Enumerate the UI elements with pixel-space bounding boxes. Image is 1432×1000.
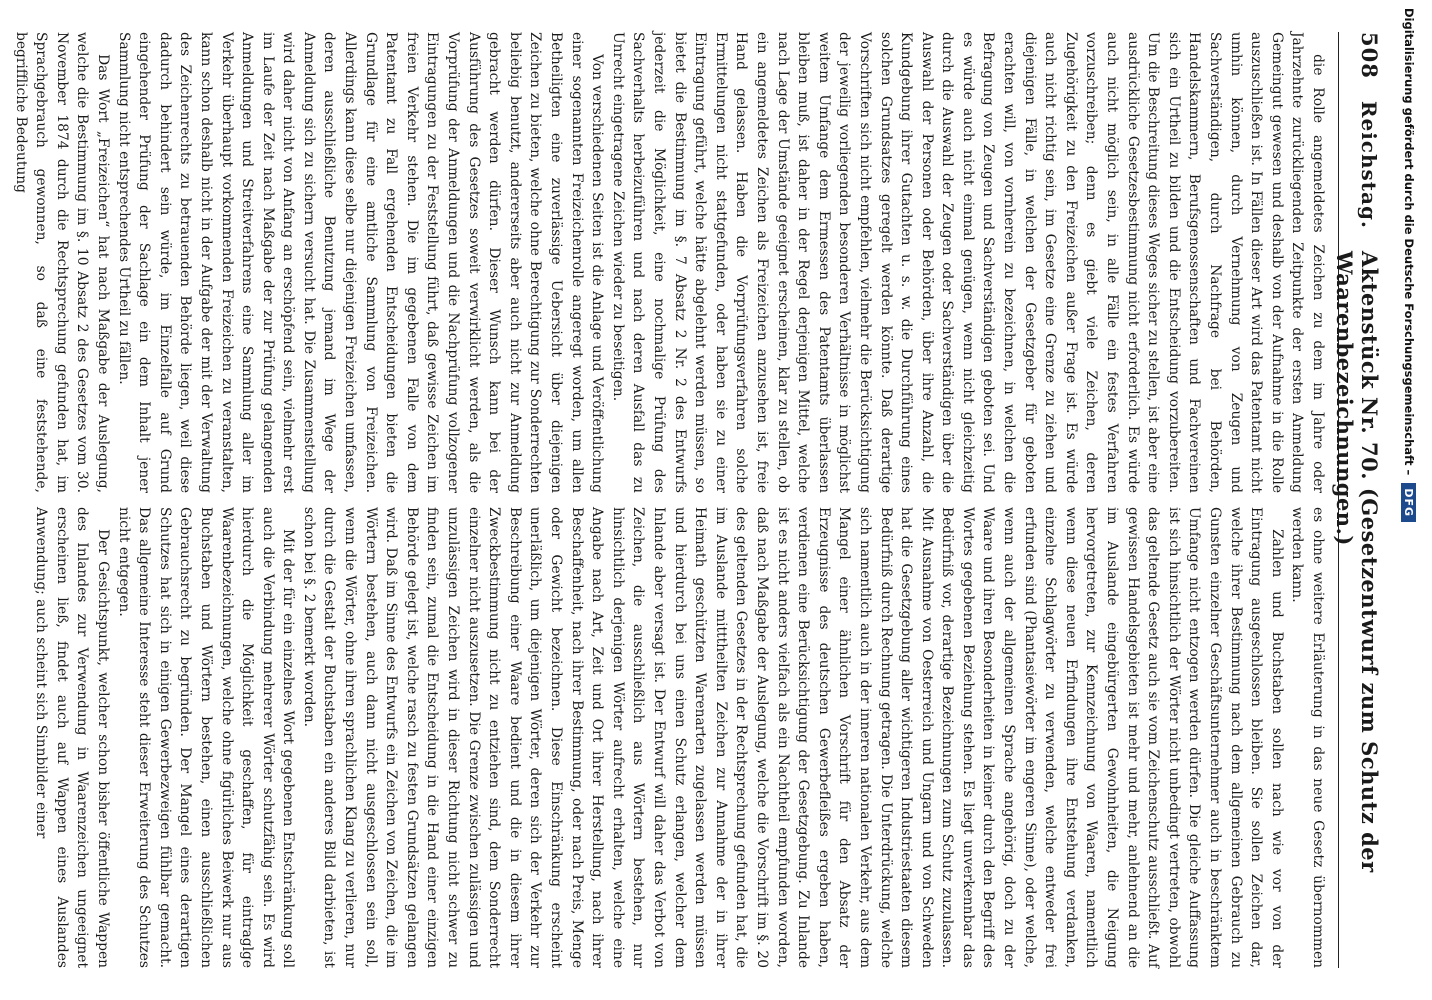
left-column bbox=[12, 32, 1328, 493]
paragraph: Zahlen und Buchstaben sollen nach wie vor von der Eintragung ausgeschlossen bleiben. Sie sollen Zeichen dar, welche ihrer Bestimmung nach dem allgemeinen Gebrauch zu Gunsten einzelner Geschäftsunternehmer auch in beschränktem Umfange nicht entzogen werden dürfen. Die gleiche Auffassung ist sich hinsichtlich der Wörter nicht unbedingt vertreten, obwohl das geltende Gesetz auch sie vom Zeichenschutz ausschließt. Auf gewissen Handelsgebieten ist mehr und mehr, anlehnend an die im Auslande eingebürgerten Gewohnheiten, die Neigung hervorgetreten, zur Kennzeichnung von Waaren, namentlich wenn diese neuen Erfindungen ihre Entstehung verdanken, einzelne Schlagwörter zu verwenden, welche entweder frei erfunden sind (Phantasiewörter im engeren Sinne), oder welche, wenn auch der allgemeinen Sprache angehörig, doch zu der Waare und ihren Besonderheiten in keiner durch den Begriff des Wortes gegebenen Beziehung stehen. Es liegt unverkennbar das Bedürfniß vor, derartige Bezeichnungen zum Schutz zuzulassen. Mit Ausnahme von Oesterreich und Ungarn und von Schweden hat die Gesetzgebung aller wichtigeren Industriestaaten diesem Bedürfniß durch Rechnung getragen. Die Unterdrückung, welche sich namentlich auch in der inneren nationalen Verkehr, aus dem Mangel einer ähnlichen Vorschrift für den Absatz der Erzeugnisse des deutschen Gewerbefleißes ergeben haben, verdienen eine Berücksichtigung der Gesetzgebung. Zu Inlande ist es nicht anders vielfach als ein Nachtheil empfunden worden, daß nach Maßgabe der Auslegung, welche die Vorschrift im §. 20 des geltenden Gesetzes in der Rechtsprechung gefunden hat, die im Auslande mitttheilten Zeichen zur Annahme der in ihrer Heimath geschützten Warenarten zugelassen werden müssen und hierdurch bei uns einen Schutz erlangen, welcher dem Inlande aber versagt ist. Der Entwurf will daher das Verbot von Zeichen, die ausschließlich aus Wörtern bestehen, nur hinsichtlich derjenigen Wörter aufrecht erhalten, welche eine Angabe nach Art, Zeit und Ort ihrer Herstellung, nach ihrer Beschaffenheit, nach ihrer Bestimmung, oder nach Preis, Menge oder Gewicht bezeichnen. Diese Einschränkung erscheint unerläßlich, um diejenigen Wörter, deren sich der Verkehr zur Beschreibung einer Waare bedient und die in diesem ihrer Zweckbestimmung nicht zu entziehen sind, dem Sonderrecht einzelner nicht auszusetzen. Die Grenze zwischen zulässigen und unzulässigen Zeichen wird in dieser Richtung nicht schwer zu finden sein, zumal die Entscheidung in die Hand einer einzigen Behörde gelegt ist, welche rasch zu festen Grundsätzen gelangen wird. Daß im Sinne des Entwurfs ein Zeichen von Zeichen, die im Wörtern bestehen, auch dann nicht ausgeschlossen sein soll, wenn die Wörter, ohne ihren sprachlichen Klang zu verlieren, nur durch die Gestalt der Buchstaben ein anderes Bild darbieten, ist schon bei §. 2 bemerkt worden. bbox=[300, 507, 1285, 968]
paragraph: Der Gesichtspunkt, welcher schon bisher öffentliche Wappen des Inlandes zur Verwendung in Waarenzeichen ungeeignet erscheinen ließ, findet auch auf Wappen eines Auslandes Anwendung; auch scheint sich Sinnbilder einer bbox=[33, 507, 111, 968]
running-head bbox=[1332, 32, 1382, 968]
paragraph: Das Wort „Freizeichen“ hat nach Maßgabe der Auslegung, welche die Bestimmung im §. 10 Absatz 2 des Gesetzes vom 30. November 1874 durch die Rechtsprechung gefunden hat, im Sprachgebrauch gewonnen, so daß eine feststehende, begriffliche Bedeutung bbox=[12, 32, 111, 493]
document-page bbox=[0, 14, 1392, 986]
dfg-logo: DFG bbox=[1402, 483, 1417, 522]
digitization-notice bbox=[1394, 8, 1424, 998]
page-number: 508 bbox=[1357, 32, 1382, 79]
paragraph: Mit der für ein einzelnes Wort gegebenen Entschränkung soll auch die Verbindung mehrerer Wörter schutzfähig sein. Es wird hierdurch die Möglichkeit geschaffen, für eintraglge Waarenbezeichnungen, welche ohne figürliches Beiwerk nur aus Buchstaben und Wörtern bestehen, einen ausschließlichen Gebrauchsrecht zu begründen. Der Mangel eines derartigen Schutzes hat sich in einigen Gewerbezweigen fühlbar gemacht. Das allgemeine Interesse steht dieser Erweiterung des Schutzes nicht entgegen. bbox=[115, 507, 297, 968]
digitization-notice-strip bbox=[1392, 0, 1432, 1000]
paragraph: es ohne weitere Erläuterung in das neue Gesetz übernommen werden kann. bbox=[1289, 507, 1326, 968]
digitization-notice-text: Digitalisierung gefördert durch die Deutsche Forschungsgemeinschaft – bbox=[1402, 8, 1416, 476]
paragraph: Von verschiedenen Seiten ist die Anlage und Veröffentlichung einer sogenannten Freizeichenrolle angeregt worden, um allen Betheiligten eine zuverlässige Uebersicht über diejenigen Zeichen zu bieten, welche ohne Berechtigung zur Sonderrechten beliebig benutzt, andererseits aber auch nicht zur Anmeldung gebracht werden dürfen. Dieser Wunsch kann bei der Ausführung des Gesetzes soweit verwirklicht werden, als die Vorprüfung der Anmeldungen und die Nachprüfung vollzogener Eintragungen zu der Feststellung führt, daß gewisse Zeichen im freien Verkehr stehen. Die im gegebenen Falle von dem Patentamt zu Fall ergehenden Entscheidungen bieten die Grundlage für eine amtliche Sammlung von Freizeichen. Allerdings kann diese selbe nur diejenigen Freizeichen umfassen, deren ausschließliche Benutzung jemand im Wege der Anmeldung sich zu sichern versucht hat. Die Zusammenstellung wird daher nicht von Anfang an erschöpfend sein, vielmehr erst im Laufe der Zeit nach Maßgabe der zur Prüfung gelangenden Anmeldungen und Streitverfahrens eine Sammlung aller im Verkehr überhaupt vorkommenden Freizeichen zu veranstalten, kann schon deshalb nicht in der Aufgabe der mit der Verwaltung des Zeichenrechts zu betrauenden Behörde liegen, weil diese dadurch behindert sein würde, im Einzelfalle auf Grund eingehender Prüfung der Sachlage ein dem Inhalt jener Sammlung nicht entsprechendes Urtheil zu fällen. bbox=[115, 32, 606, 493]
text-columns bbox=[12, 32, 1328, 968]
middle-column bbox=[18, 507, 1328, 968]
running-head-parliament: Reichstag. bbox=[1357, 100, 1381, 229]
paragraph: die Rolle angemeldetes Zeichen zu dem im Jahre oder Jahrzehnte zurückliegenden Zeitpunkte der ersten Anmeldung Gemeingut gewesen und deshalb von der Aufnahme in die Rolle auszuschließen ist. In Fällen dieser Art wird das Patentamt nicht umhin können, durch Vernehmung von Zeugen und Sachverständigen, durch Nachfrage bei Behörden, Handelskammern, Berufsgenossenschaften und Fachvereinen sich ein Urtheil zu bilden und die Entscheidung vorzubereiten. Um die Beschreitung dieses Weges sicher zu stellen, ist aber eine ausdrückliche Gesetzesbestimmung nicht erforderlich. Es würde auch nicht möglich sein, in alle Fälle ein festes Verfahren vorzuschreiben; denn es giebt viele Zeichen, deren Zugehörigkeit zu den Freizeichen außer Frage ist. Es würde auch nicht richtig sein, im Gesetze eine Grenze zu ziehen und diejenigen Fälle, in welchen der Gesetzgeber für geboten erachten will, von vornherein zu bezeichnen, in welchen die Befragung von Zeugen und Sachverständigen geboten sei. Und es würde auch nicht einmal genügen, wenn nicht gleichzeitig durch die Auswahl der Zeugen oder Sachverständigen über die Auswahl der Personen oder Behörden, über ihre Anzahl, die Kundgebung ihrer Gutachten u. s. w. die Durchführung eines solchen Grundsatzes geregelt werden könnte. Daß derartige Vorschriften sich nicht empfehlen, vielmehr die Berücksichtigung der jeweilig vorliegenden besonderen Verhältnisse in möglichst weitem Umfange dem Ermessen des Patentamts überlassen bleiben muß, ist daher in der Regel derjenigen Mittel, welche nach Lage der Umstände geeignet erscheinen, klar zu stellen, ob ein angemeldetes Zeichen als Freizeichen anzusehen ist, freie Hand gelassen. Haben die Vorprüfungsverfahren solche Ermittelungen nicht stattgefunden, oder haben sie zu einer Eintragung geführt, welche hätte abgelehnt werden müssen, so bietet die Bestimmung im §. 7 Absatz 2 Nr. 2 des Entwurfs jederzeit die Möglichkeit, eine nochmalige Prüfung des Sachverhalts herbeizuführen und nach deren Ausfall das zu Unrecht eingetragene Zeichen wieder zu beseitigen. bbox=[609, 32, 1326, 493]
running-head-title: Aktenstück Nr. 70. (Gesetzentwurf zum Schutz der Waarenbezeichnungen.) bbox=[1332, 250, 1382, 873]
